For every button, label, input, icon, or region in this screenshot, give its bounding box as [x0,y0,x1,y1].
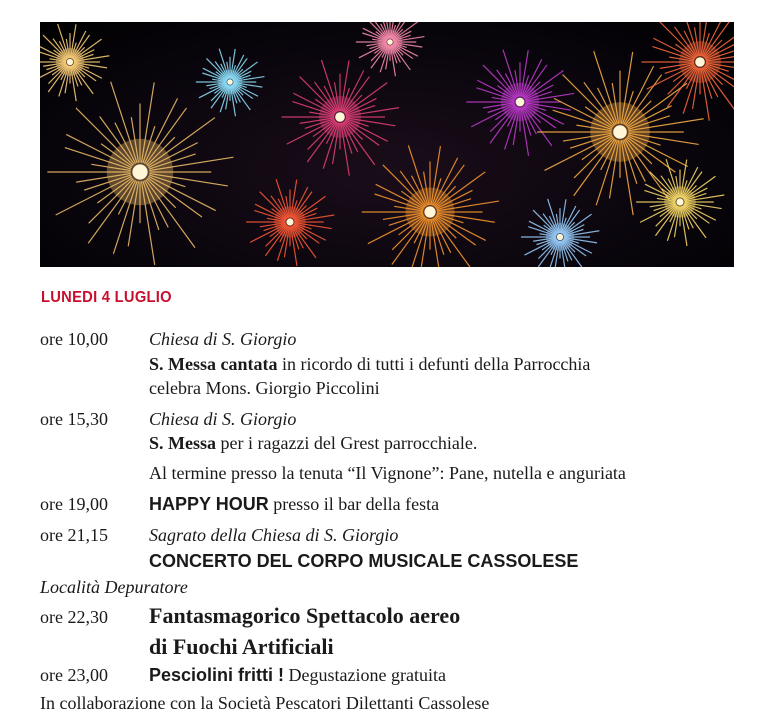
location-label: Località Depuratore [40,577,188,597]
event-title-line2: di Fuochi Artificiali [149,634,334,659]
event-title: HAPPY HOUR [149,494,269,514]
event-detail-line: Al termine presso la tenuta “Il Vignone”: Pane, nutella e anguriata [149,463,626,483]
event-description [149,493,439,515]
event-title: S. Messa [149,433,216,453]
event-time: ore 15,30 [40,409,108,429]
event-time: ore 22,30 [40,607,108,627]
event-description [149,353,590,375]
event-detail: presso il bar della festa [268,494,440,514]
event-time: ore 21,15 [40,525,108,545]
event-title: Fantasmagorico Spettacolo aereo [149,603,461,628]
event-detail: Degustazione gratuita [284,665,446,685]
event-description [149,664,446,686]
event-detail: per i ragazzi del Grest parrocchiale. [216,433,478,453]
fireworks-photo-icon [40,22,734,267]
event-description [149,432,477,454]
event-time: ore 19,00 [40,494,108,514]
footer-note: In collaborazione con la Società Pescatori Dilettanti Cassolese [40,693,490,713]
fireworks-banner [40,22,734,267]
event-title: Pesciolini fritti ! [149,665,285,685]
event-place: Chiesa di S. Giorgio [149,329,297,349]
event-place: Sagrato della Chiesa di S. Giorgio [149,525,399,545]
event-time: ore 10,00 [40,329,108,349]
event-detail: in ricordo di tutti i defunti della Parrocchia [277,354,591,374]
date-heading: LUNEDI 4 LUGLIO [41,289,172,306]
event-title: CONCERTO DEL CORPO MUSICALE CASSOLESE [149,551,579,571]
event-time: ore 23,00 [40,665,108,685]
event-place: Chiesa di S. Giorgio [149,409,297,429]
event-detail-line: celebra Mons. Giorgio Piccolini [149,378,380,398]
event-title: S. Messa cantata [149,354,278,374]
